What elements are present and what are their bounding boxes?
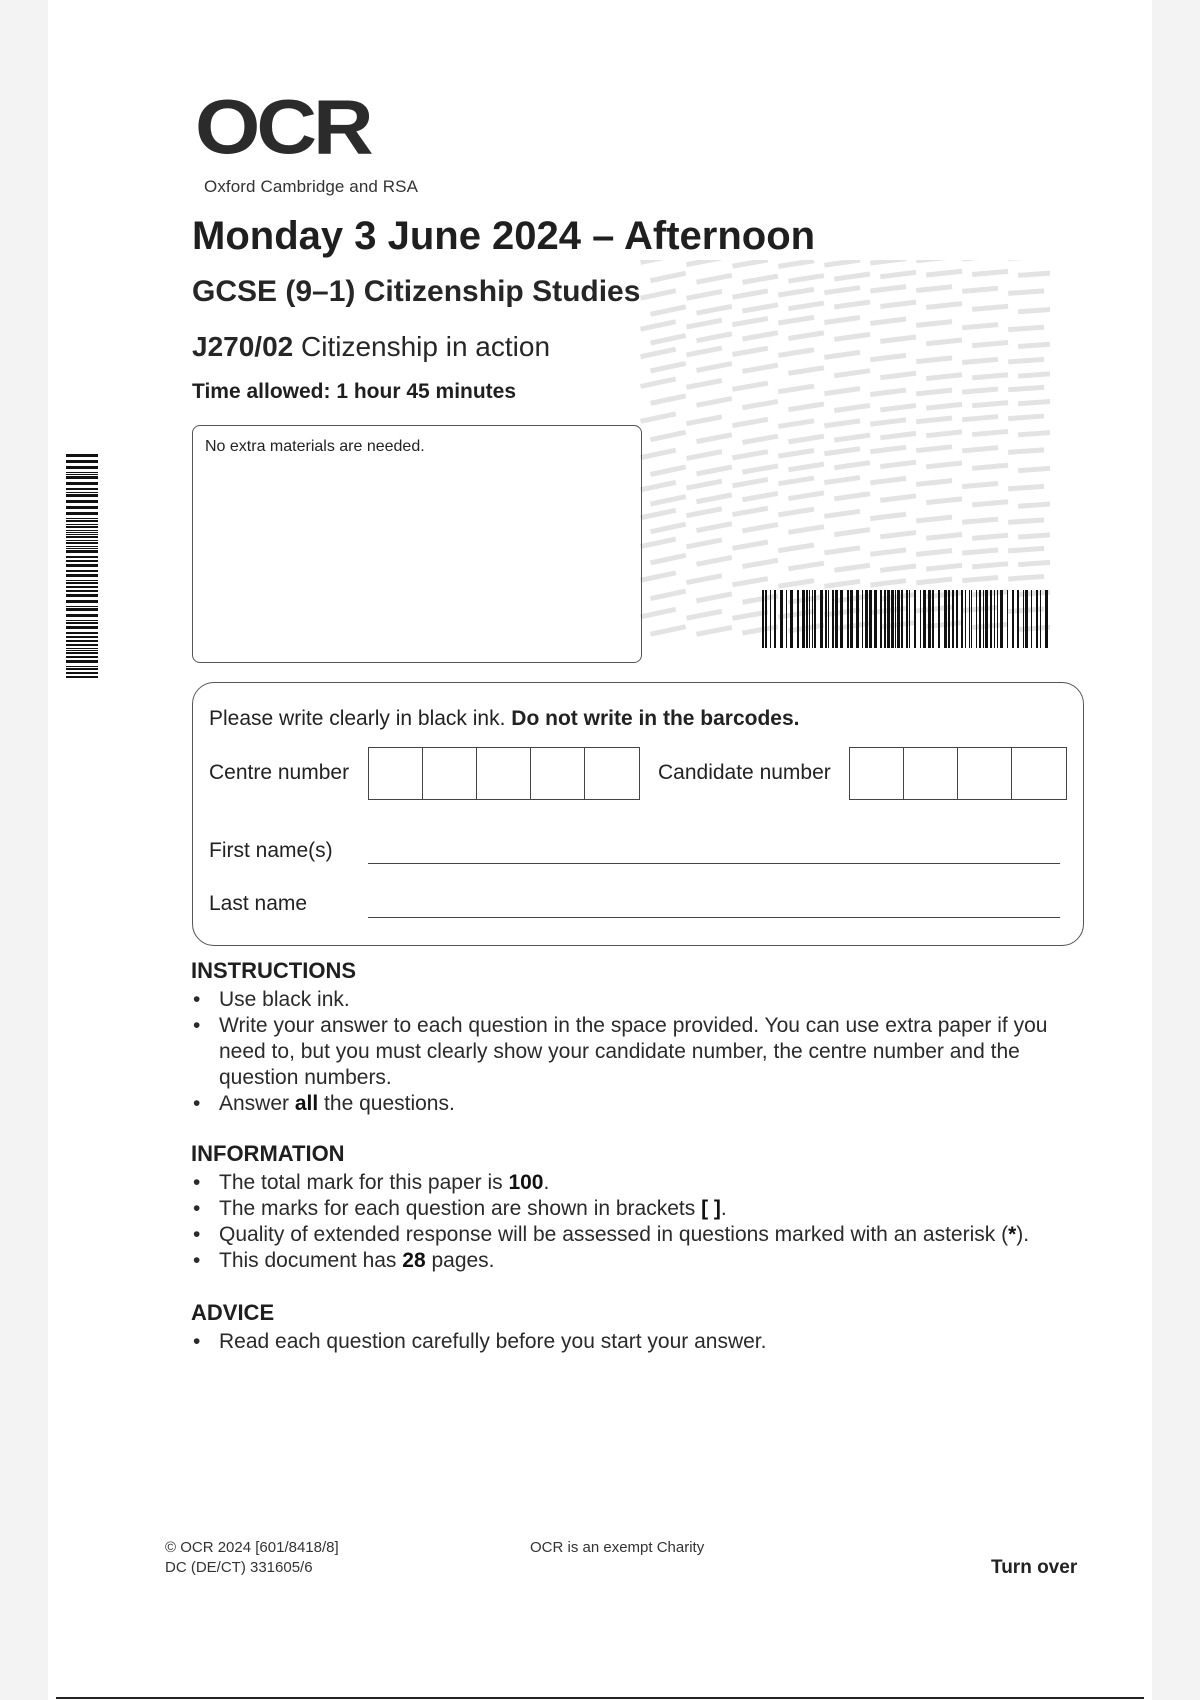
materials-text: No extra materials are needed. (205, 438, 425, 455)
information-item: • This document has 28 pages. (191, 1248, 1091, 1274)
information-heading: INFORMATION (191, 1141, 345, 1166)
information-item: • Quality of extended response will be assessed in questions marked with an asterisk (*). (191, 1222, 1091, 1248)
centre-number-label: Centre number (209, 761, 350, 784)
candidate-details-box (192, 682, 1084, 946)
paper-code: J270/02 (192, 331, 294, 362)
paper-title: Citizenship in action (301, 331, 551, 362)
candidate-number-label: Candidate number (658, 761, 831, 784)
candidate-number-field[interactable] (849, 747, 1067, 800)
charity-note: OCR is an exempt Charity (530, 1539, 705, 1556)
time-allowed-value: 1 hour 45 minutes (336, 380, 517, 403)
last-name-label: Last name (209, 892, 308, 915)
ocr-logo-subtitle: Oxford Cambridge and RSA (204, 177, 419, 196)
emphasis-text: all (294, 1092, 319, 1115)
emphasis-text: * (1008, 1223, 1017, 1246)
instructions-list (191, 987, 1091, 1117)
instructions-section (191, 958, 1091, 1117)
first-name-field[interactable] (368, 863, 1060, 864)
candidate-number-digit-box[interactable] (1012, 748, 1066, 799)
document-code: DC (DE/CT) 331605/6 (165, 1559, 313, 1576)
side-barcode (54, 452, 100, 682)
bottom-rule (56, 1697, 1144, 1699)
information-section (191, 1141, 1091, 1274)
candidate-number-digit-box[interactable] (958, 748, 1012, 799)
information-item: • The total mark for this paper is 100. (191, 1170, 1091, 1196)
advice-section (191, 1300, 1091, 1355)
candidate-instruction (209, 707, 800, 731)
ocr-logo: OCR (195, 83, 370, 170)
instruction-item: • Use black ink. (191, 987, 1091, 1013)
candidate-number-digit-box[interactable] (850, 748, 904, 799)
emphasis-text: 28 (402, 1249, 426, 1272)
centre-number-digit-box[interactable] (531, 748, 585, 799)
paper-barcode (760, 590, 1050, 660)
emphasis-text: [ ] (701, 1197, 721, 1220)
first-name-label: First name(s) (209, 839, 333, 862)
time-allowed-label: Time allowed: (192, 380, 331, 403)
centre-number-digit-box[interactable] (585, 748, 639, 799)
information-list (191, 1170, 1091, 1274)
materials-box (192, 425, 642, 663)
centre-number-field[interactable] (368, 747, 640, 800)
time-allowed (192, 380, 516, 404)
emphasis-text: 100 (508, 1171, 544, 1194)
instruction-item: • Answer all the questions. (191, 1091, 1091, 1117)
exam-date-title: Monday 3 June 2024 – Afternoon (192, 214, 816, 258)
turn-over-label: Turn over (991, 1557, 1078, 1578)
last-name-field[interactable] (368, 917, 1060, 918)
centre-number-digit-box[interactable] (477, 748, 531, 799)
centre-number-digit-box[interactable] (369, 748, 423, 799)
course-title: GCSE (9–1) Citizenship Studies (192, 275, 641, 308)
candidate-number-digit-box[interactable] (904, 748, 958, 799)
advice-list (191, 1329, 1091, 1355)
paper-code-line (192, 331, 550, 363)
candidate-instruction-bold: Do not write in the barcodes. (511, 707, 800, 730)
instructions-heading: INSTRUCTIONS (191, 958, 356, 983)
instruction-item: • Write your answer to each question in the space provided. You can use extra paper if you need to, but you must clearly show your candidate number, the centre number and the question numbers. (191, 1013, 1091, 1091)
advice-heading: ADVICE (191, 1300, 275, 1325)
centre-number-digit-box[interactable] (423, 748, 477, 799)
footer-copyright-block (165, 1538, 339, 1578)
copyright-text: © OCR 2024 [601/8418/8] (165, 1539, 339, 1556)
information-item: • The marks for each question are shown in brackets [ ]. (191, 1196, 1091, 1222)
advice-item: • Read each question carefully before you start your answer. (191, 1329, 1091, 1355)
candidate-instruction-text: Please write clearly in black ink. (209, 707, 506, 730)
